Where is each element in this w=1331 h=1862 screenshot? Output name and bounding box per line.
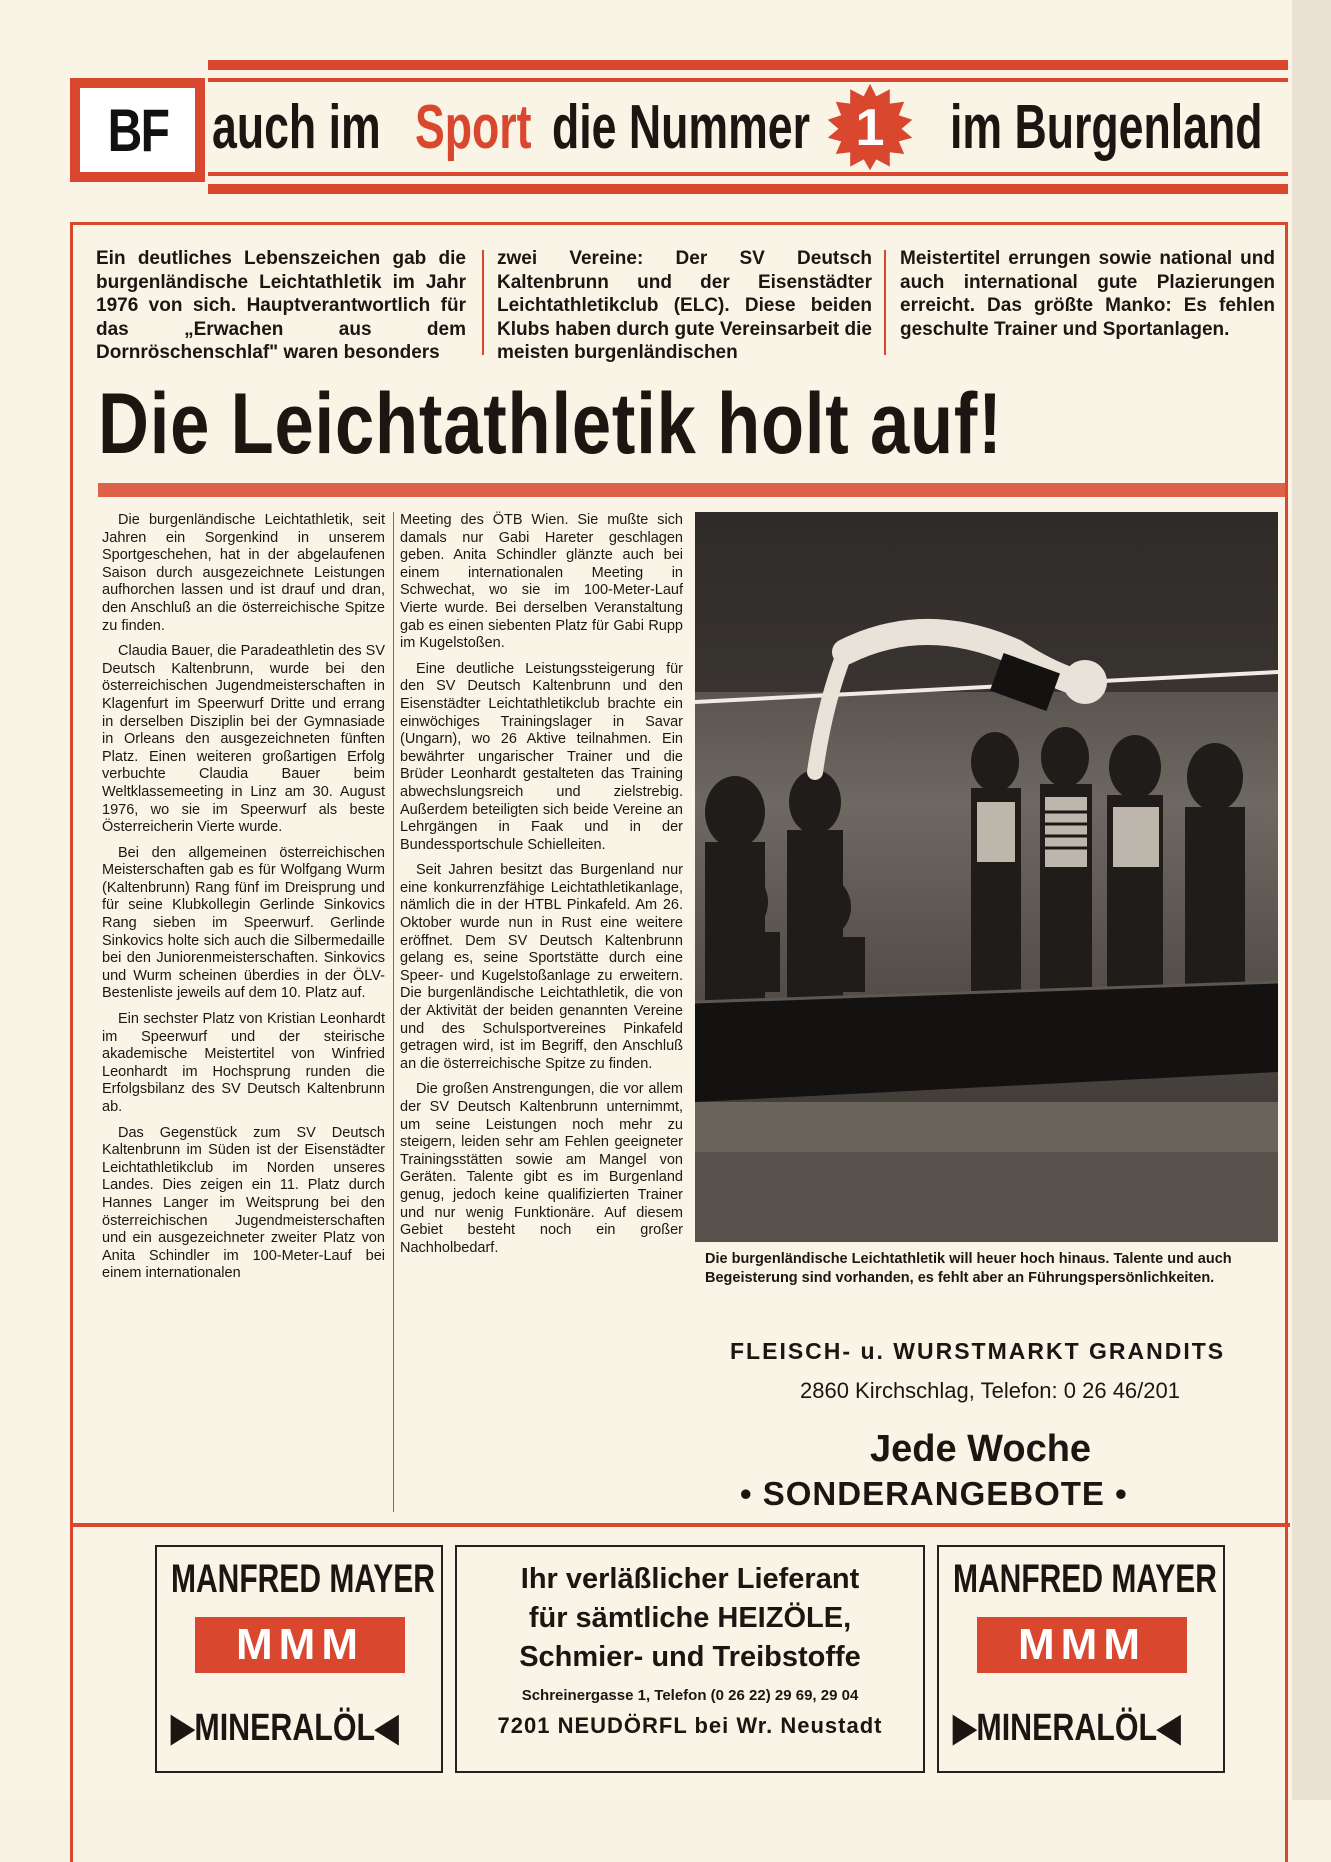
- intro-col-3: Meistertitel errungen sowie national und auch international gute Plazierungen erreicht. Das größte Manko: Es fehlen geschulte Trainer und Sportanlagen.: [900, 248, 1275, 340]
- heizoel-line1: Ihr verläßlicher Lieferant: [520, 1563, 860, 1595]
- ad-mayer-right: [937, 1545, 1225, 1773]
- high-jump-photo: [695, 512, 1278, 1242]
- headline-band: [98, 483, 1288, 497]
- intro-box: [72, 225, 1289, 387]
- heizoel-address: Schreinergasse 1, Telefon (0 26 22) 29 69, 29 04: [521, 1687, 859, 1704]
- ad-grandits-address: 2860 Kirchschlag, Telefon: 0 26 46/201: [800, 1378, 1180, 1403]
- masthead-rule-bottom-thin: [208, 172, 1288, 176]
- paragraph: Bei den allgemeinen österreichischen Meisterschaften gab es für Wolfgang Wurm (Kaltenbrunn) Rang fünf im Dreisprung und für seine Klubkollegin Gerlinde Sinkovics Rang sieben im Speerwurf. Gerlinde Sinkovics holte sich auch die Silbermedaille bei den Juniorenmeisterschaften. Sinkovics und Wurm scheinen überdies in der ÖLV-Bestenliste jeweils auf dem 10. Platz auf.: [102, 844, 385, 1002]
- masthead-part3: die Nummer: [552, 93, 810, 162]
- paragraph: Die großen Anstrengungen, die vor allem der SV Deutsch Kaltenbrunn unternimmt, um seine Leistungen noch mehr zu steigern, leiden sehr am Fehlen geeigneter Trainingsstätten sowie am Mangel von Geräten. Talente gibt es im Burgenland genug, jedoch keine qualifizierten Trainer und nur wenig Funktionäre. Auf diesem Gebiet besteht noch ein großer Nachholbedarf.: [400, 1081, 683, 1256]
- heizoel-line2: für sämtliche HEIZÖLE,: [528, 1602, 852, 1634]
- ad-grandits: [700, 1330, 1285, 1510]
- article-col-1: [102, 512, 385, 1291]
- bottom-rule: [70, 1523, 1290, 1527]
- frame-left: [70, 222, 73, 1862]
- intro-col-2: zwei Vereine: Der SV Deutsch Kaltenbrunn und der Eisenstädter Leichtathletikclub (ELC). Diese beiden Klubs haben durch gute Vereinsarbeit die meisten burgenländischen: [497, 248, 872, 363]
- mmm-logo: MMM: [977, 1617, 1187, 1673]
- ad-grandits-offers: • SONDERANGEBOTE •: [740, 1475, 1128, 1512]
- masthead-rule-bottom: [208, 184, 1288, 194]
- paragraph: Eine deutliche Leistungssteigerung für den SV Deutsch Kaltenbrunn und den Eisenstädter Leichtathletikclub brachte ein einwöchiges Trainingslager in Savar (Ungarn), wo 26 Aktive teilnahmen. Ein bewährter ungarischer Trainer und die Brüder Leonhardt gestalteten das Training abwechslungsreich und zielstrebig. Außerdem beteiligten sich beide Vereine an Lehrgängen in Faak und in der Bundessportschule Schielleiten.: [400, 660, 683, 853]
- heizoel-line3: Schmier- und Treibstoffe: [519, 1641, 861, 1673]
- intro-divider-1: [482, 250, 484, 355]
- photo-illustration: [695, 512, 1278, 1242]
- number-one-star-icon: [825, 82, 915, 172]
- mmm-logo: MMM: [195, 1617, 405, 1673]
- ad-grandits-title: FLEISCH- u. WURSTMARKT GRANDITS: [730, 1338, 1226, 1364]
- masthead-part1: auch im: [212, 93, 381, 162]
- mayer-name: MANFRED MAYER: [171, 1557, 435, 1601]
- masthead-sport: Sport: [415, 93, 532, 162]
- mayer-name: MANFRED MAYER: [953, 1557, 1217, 1601]
- frame-right: [1285, 222, 1288, 1862]
- page-edge: [1292, 0, 1331, 1800]
- masthead-rule-top-thin: [208, 78, 1288, 82]
- ad-mayer-left: [155, 1545, 443, 1773]
- paragraph: Das Gegenstück zum SV Deutsch Kaltenbrunn im Süden ist der Eisenstädter Leichtathletikclub im Norden unseres Landes. Dies zeigen ein 11. Platz durch Hannes Langer im Weitsprung bei den österreichischen Jugendmeisterschaften und ein ausgezeichneter zweiter Platz von Anita Schindler im 100-Meter-Lauf bei einem internationalen: [102, 1124, 385, 1282]
- intro-col-1: Ein deutliches Lebenszeichen gab die burgenländische Leichtathletik im Jahr 1976 von sich. Hauptverantwortlich für das „Erwachen aus dem Dornröschenschlaf" waren besonders: [96, 248, 466, 363]
- mineraloel-label: ▶MINERALÖL◀: [171, 1707, 399, 1749]
- intro-divider-2: [884, 250, 886, 355]
- mineraloel-label: ▶MINERALÖL◀: [953, 1707, 1181, 1749]
- headline: Die Leichtathletik holt auf!: [98, 376, 1003, 472]
- paragraph: Meeting des ÖTB Wien. Sie mußte sich damals nur Gabi Hareter geschlagen geben. Anita Schindler glänzte auch bei einem internationalen Meeting in Schwechat, wo sie im 100-Meter-Lauf Vierte wurde. Bei derselben Veranstaltung gab es einen siebenten Platz für Gabi Rupp im Kugelstoßen.: [400, 512, 683, 652]
- paragraph: Die burgenländische Leichtathletik, seit Jahren ein Sorgenkind in unserem Sportgeschehen, hat in der abgelaufenen Saison durch ausgezeichnete Leistungen aufhorchen lassen und ist drauf und dran, den Anschluß an die österreichische Spitze zu finden.: [102, 512, 385, 634]
- masthead: [212, 92, 1292, 170]
- paragraph: Seit Jahren besitzt das Burgenland nur eine konkurrenzfähige Leichtathletikanlage, nämlich die in der HTBL Pinkafeld. Am 26. Oktober wurde nun in Rust eine weitere eröffnet. Dem SV Deutsch Kaltenbrunn gelang es, seine Sportstätte durch eine Speer- und Kugelstoßanlage zu erweitern. Die burgenländische Leichtathletik, die von der Aktivität der beiden genannten Vereine und des Schulsportvereines Pinkafeld getragen wird, ist im Begriff, den Anschluß an die österreichische Spitze zu finden.: [400, 862, 683, 1072]
- star-number: 1: [855, 99, 885, 157]
- photo-caption: Die burgenländische Leichtathletik will heuer hoch hinaus. Talente und auch Begeisterung sind vorhanden, es fehlt aber an Führungspersönlichkeiten.: [705, 1251, 1232, 1286]
- column-rule: [393, 512, 394, 1512]
- masthead-part4: im Burgenland: [950, 93, 1263, 162]
- bf-logo: BF: [70, 78, 205, 182]
- ad-heizoel: [455, 1545, 925, 1773]
- masthead-rule-top: [208, 60, 1288, 70]
- article-col-2: [400, 512, 683, 1265]
- ad-grandits-weekly: Jede Woche: [870, 1428, 1092, 1470]
- heizoel-town: 7201 NEUDÖRFL bei Wr. Neustadt: [497, 1713, 883, 1738]
- paragraph: Claudia Bauer, die Paradeathletin des SV Deutsch Kaltenbrunn, wurde bei den österreichischen Jugendmeisterschaften in Klagenfurt im Speerwurf Dritte und errang in derselben Disziplin bei der Gymnasiade in Orleans den ausgezeichneten fünften Platz. Einen weiteren großartigen Erfolg verbuchte Claudia Bauer beim Weltklassemeeting in Linz am 30. August 1976, wo sie im Speerwurf als beste Österreicherin Vierte wurde.: [102, 643, 385, 836]
- paragraph: Ein sechster Platz von Kristian Leonhardt im Speerwurf und der steirische akademische Meistertitel von Winfried Leonhardt im Hochsprung runden die Erfolgsbilanz des SV Deutsch Kaltenbrunn ab.: [102, 1011, 385, 1115]
